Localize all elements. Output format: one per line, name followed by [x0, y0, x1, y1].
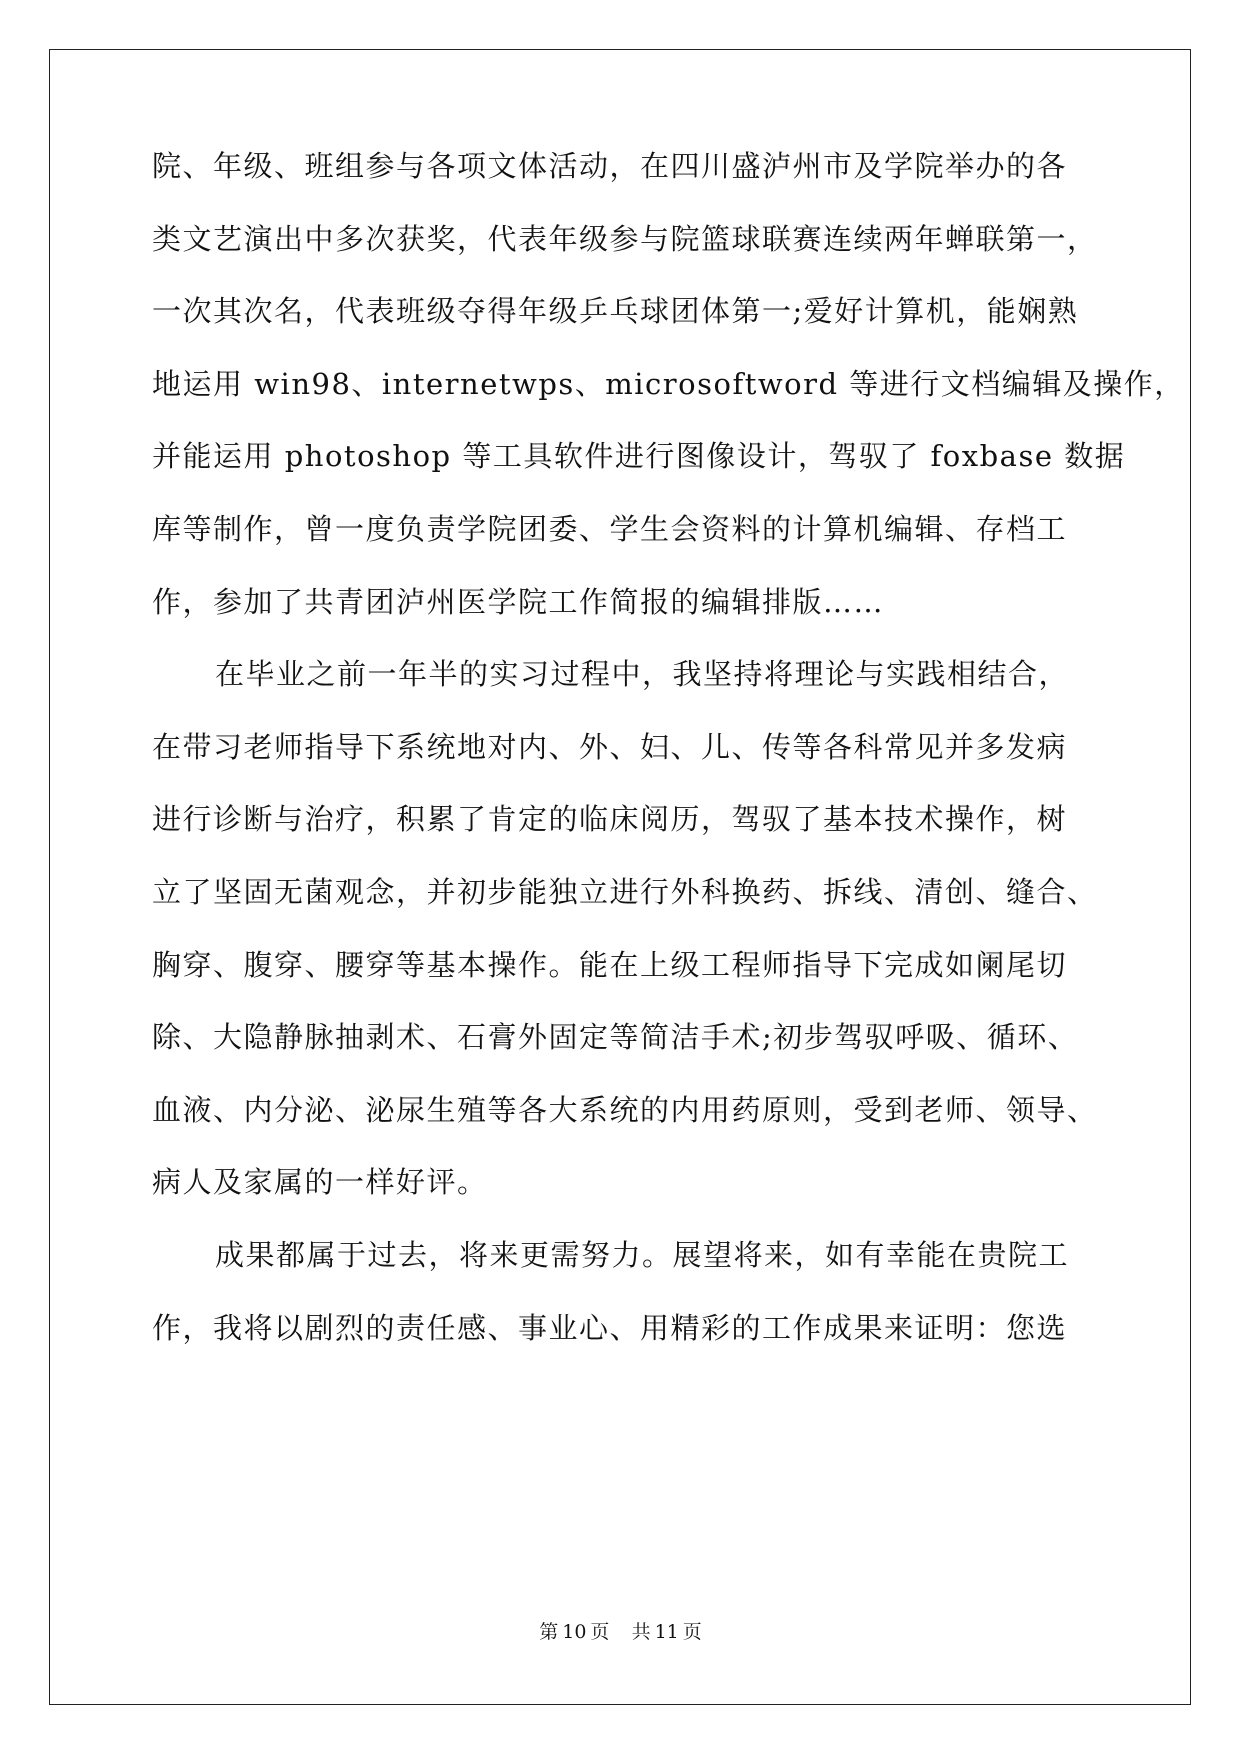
text-line: 在毕业之前一年半的实习过程中，我坚持将理论与实践相结合，: [215, 657, 1070, 691]
text-line: 除、大隐静脉抽剥术、石膏外固定等简洁手术;初步驾驭呼吸、循环、: [152, 1020, 1079, 1054]
text-line: 成果都属于过去，将来更需努力。展望将来，如有幸能在贵院工: [215, 1238, 1070, 1272]
text-line: 在带习老师指导下系统地对内、外、妇、儿、传等各科常见并多发病: [152, 730, 1068, 764]
text-line: 作，我将以剧烈的责任感、事业心、用精彩的工作成果来证明：您选: [152, 1311, 1068, 1345]
footer-total-suffix: 页: [682, 1621, 702, 1643]
page-footer: [0, 1620, 1241, 1644]
text-line: 病人及家属的一样好评。: [152, 1165, 488, 1199]
footer-page-mid: 页: [590, 1621, 610, 1643]
footer-current-page: 10: [562, 1621, 587, 1643]
text-line: 进行诊断与治疗，积累了肯定的临床阅历，驾驭了基本技术操作，树: [152, 802, 1068, 836]
text-line: 一次其次名，代表班级夺得年级乒乓球团体第一;爱好计算机，能娴熟: [152, 294, 1079, 328]
text-line: 院、年级、班组参与各项文体活动，在四川盛泸州市及学院举办的各: [152, 149, 1068, 183]
text-line: 库等制作，曾一度负责学院团委、学生会资料的计算机编辑、存档工: [152, 512, 1068, 546]
text-line: 血液、内分泌、泌尿生殖等各大系统的内用药原则，受到老师、领导、: [152, 1093, 1098, 1127]
text-line: 立了坚固无菌观念，并初步能独立进行外科换药、拆线、清创、缝合、: [152, 875, 1098, 909]
text-line: 胸穿、腹穿、腰穿等基本操作。能在上级工程师指导下完成如阑尾切: [152, 948, 1068, 982]
footer-total-prefix: 共: [631, 1621, 651, 1643]
footer-total-pages: 11: [654, 1621, 679, 1643]
text-line: 类文艺演出中多次获奖，代表年级参与院篮球联赛连续两年蝉联第一，: [152, 222, 1098, 256]
footer-page-prefix: 第: [539, 1621, 559, 1643]
text-line: 并能运用 photoshop 等工具软件进行图像设计，驾驭了 foxbase 数据: [152, 439, 1126, 473]
text-line: 作，参加了共青团泸州医学院工作简报的编辑排版……: [152, 585, 885, 619]
text-line: 地运用 win98、internetwps、microsoftword 等进行文档编辑及操作，: [152, 367, 1185, 401]
